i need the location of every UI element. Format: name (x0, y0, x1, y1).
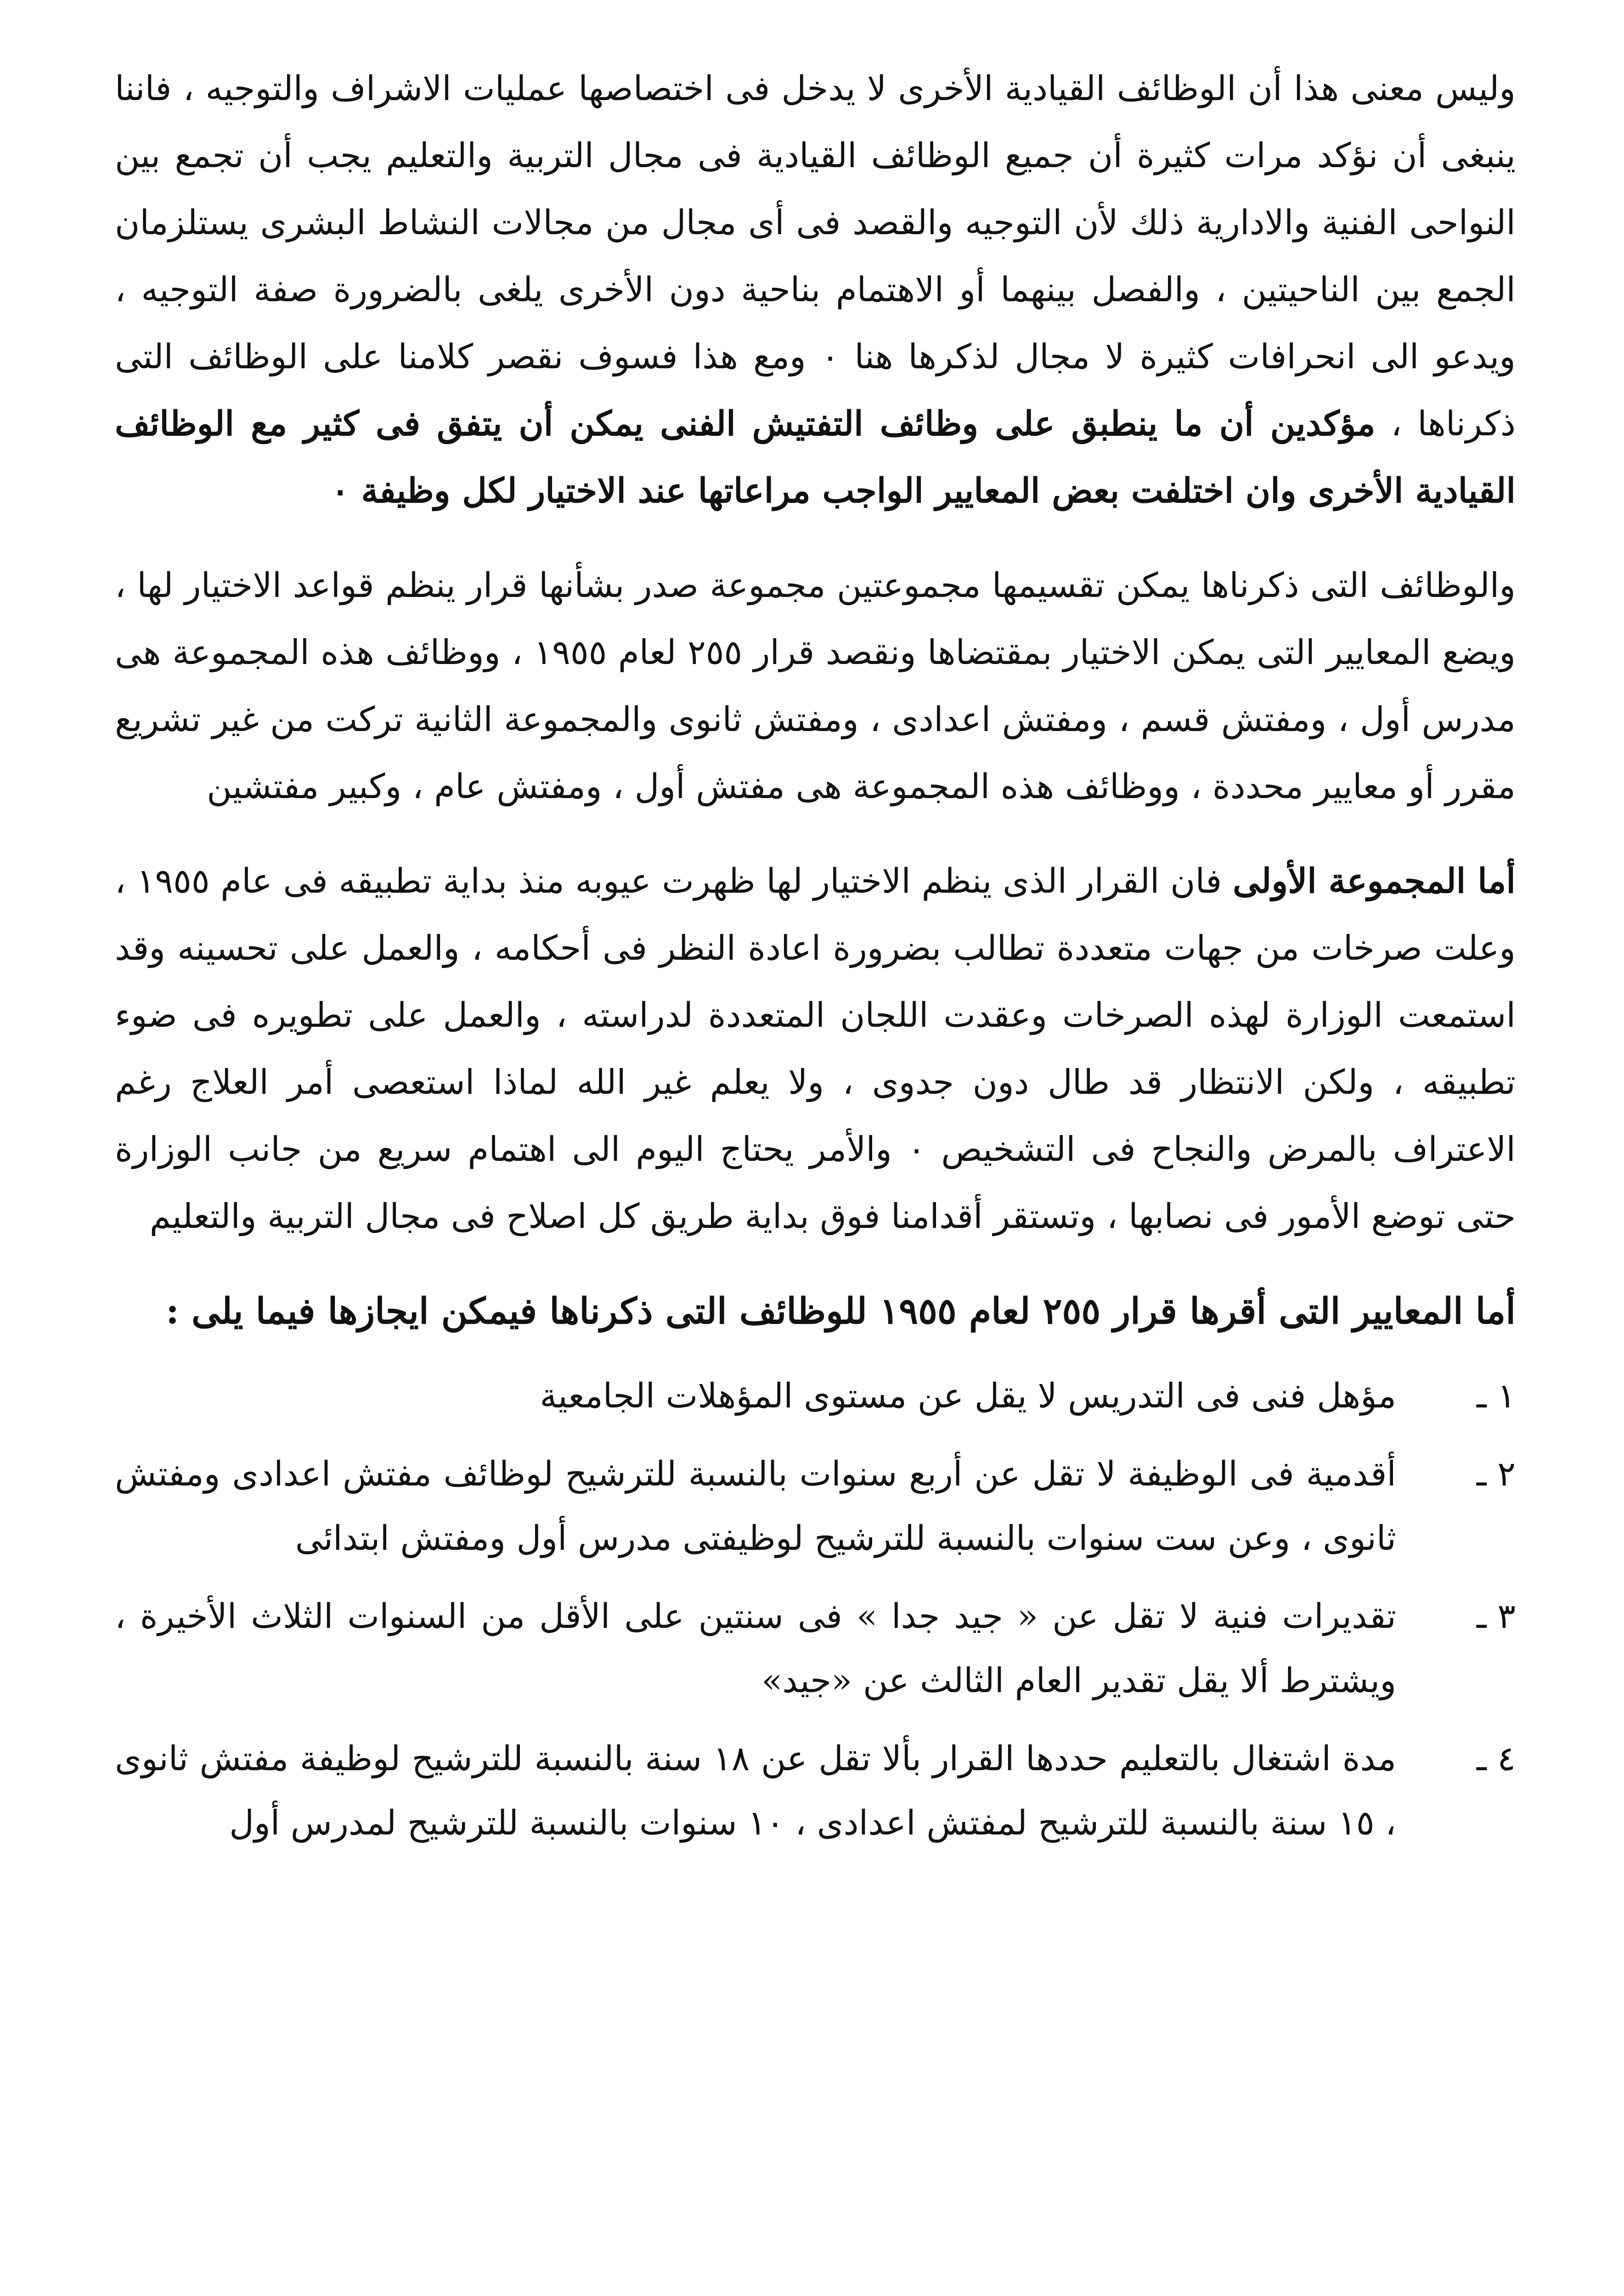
list-item (115, 1364, 1516, 1428)
list-item (115, 1584, 1516, 1713)
list-item-number: ٣ ـ (1477, 1597, 1516, 1636)
criteria-heading: أما المعايير التى أقرها قرار ٢٥٥ لعام ١٩٥٥ للوظائف التى ذكرناها فيمكن ايجازها فيما يلى : (166, 1290, 1516, 1332)
list-item-text: تقديرات فنية لا تقل عن « جيد جدا » فى سنتين على الأقل من السنوات الثلاث الأخيرة ، ويشترط ألا يقل تقدير العام الثالث عن «جيد» (115, 1597, 1396, 1700)
paragraph-1-text: وليس معنى هذا أن الوظائف القيادية الأخرى لا يدخل فى اختصاصها عمليات الاشراف والتوجيه ، فاننا ينبغى أن نؤكد مرات كثيرة أن جميع الوظائف القيادية فى مجال التربية والتعليم يجب أن تجمع بين النواحى الفنية والادارية ذلك لأن التوجيه والقصد فى أى مجال من مجالات النشاط البشرى يستلزمان الجمع بين الناحيتين ، والفصل بينهما أو الاهتمام بناحية دون الأخرى يلغى بالضرورة صفة التوجيه ، ويدعو الى انحرافات كثيرة لا مجال لذكرها هنا ٠ ومع هذا فسوف نقصر كلامنا على الوظائف التى ذكرناها ، (115, 69, 1516, 444)
criteria-list (115, 1364, 1516, 1855)
paragraph-1 (115, 55, 1516, 524)
list-item-number: ٤ ـ (1477, 1739, 1516, 1778)
paragraph-3-text: فان القرار الذى ينظم الاختيار لها ظهرت عيوبه منذ بداية تطبيقه فى عام ١٩٥٥ ، وعلت صرخات من جهات متعددة تطالب بضرورة اعادة النظر فى أحكامه ، والعمل على تحسينه وقد استمعت الوزارة لهذه الصرخات وعقدت اللجان المتعددة لدراسته ، والعمل على تطويره فى ضوء تطبيقه ، ولكن الانتظار قد طال دون جدوى ، ولا يعلم غير الله لماذا استعصى أمر العلاج رغم الاعتراف بالمرض والنجاح فى التشخيص ٠ والأمر يحتاج اليوم الى اهتمام سريع من جانب الوزارة حتى توضع الأمور فى نصابها ، وتستقر أقدامنا فوق بداية طريق كل اصلاح فى مجال التربية والتعليم (115, 861, 1516, 1236)
list-item-text: مؤهل فنى فى التدريس لا يقل عن مستوى المؤهلات الجامعية (540, 1376, 1396, 1416)
paragraph-1-emphasis: مؤكدين أن ما ينطبق على وظائف التفتيش الفنى يمكن أن يتفق فى كثير مع الوظائف القيادية الأخرى وان اختلفت بعض المعايير الواجب مراعاتها عند الاختيار لكل وظيفة ٠ (115, 404, 1516, 511)
document-page (115, 55, 1516, 2296)
list-item (115, 1727, 1516, 1855)
list-item-text: أقدمية فى الوظيفة لا تقل عن أربع سنوات بالنسبة للترشيح لوظائف مفتش اعدادى ومفتش ثانوى ، وعن ست سنوات بالنسبة للترشيح لوظيفتى مدرس أول ومفتش ابتدائى (115, 1454, 1396, 1558)
list-item (115, 1442, 1516, 1570)
list-item-number: ٢ ـ (1477, 1454, 1516, 1494)
paragraph-3 (115, 848, 1516, 1250)
paragraph-2: والوظائف التى ذكرناها يمكن تقسيمها مجموعتين مجموعة صدر بشأنها قرار ينظم قواعد الاختيار لها ، ويضع المعايير التى يمكن الاختيار بمقتضاها ونقصد قرار ٢٥٥ لعام ١٩٥٥ ، ووظائف هذه المجموعة هى مدرس أول ، ومفتش قسم ، ومفتش اعدادى ، ومفتش ثانوى والمجموعة الثانية تركت من غير تشريع مقرر أو معايير محددة ، ووظائف هذه المجموعة هى مفتش أول ، ومفتش عام ، وكبير مفتشين (115, 566, 1516, 806)
list-item-number: ١ ـ (1477, 1376, 1516, 1416)
paragraph-3-lead: أما المجموعة الأولى (1233, 861, 1516, 901)
list-item-text: مدة اشتغال بالتعليم حددها القرار بألا تقل عن ١٨ سنة بالنسبة للترشيح لوظيفة مفتش ثانوى ، ١٥ سنة بالنسبة للترشيح لمفتش اعدادى ، ١٠ سنوات بالنسبة للترشيح لمدرس أول (115, 1739, 1396, 1843)
